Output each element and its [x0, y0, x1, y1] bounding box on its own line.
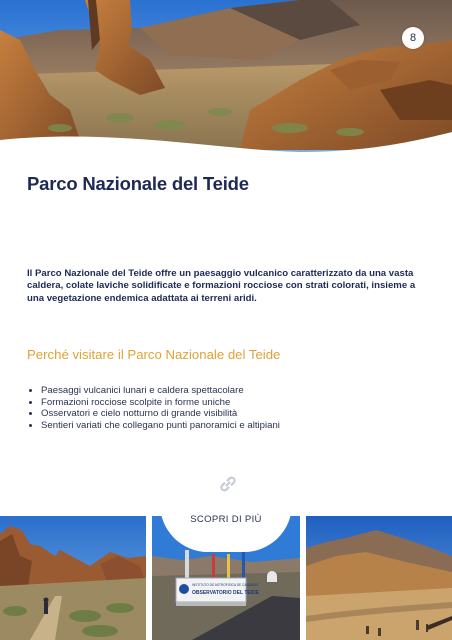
- list-item: • Formazioni rocciose scolpite in forme uniche: [41, 397, 441, 409]
- photo-rocky-trail: [0, 516, 146, 640]
- why-visit-list: [27, 385, 441, 431]
- observatory-sign-line1: INSTITUTO DE ASTROFISICA DE CANARIAS: [192, 583, 259, 587]
- list-item: • Osservatori e cielo notturno di grande visibilità: [41, 408, 441, 420]
- photo-teide-peak: [306, 516, 452, 640]
- observatory-sign-line2: OBSERVATORIO DEL TEIDE: [192, 590, 260, 596]
- link-icon[interactable]: [218, 474, 238, 494]
- intro-paragraph: Il Parco Nazionale del Teide offre un paesaggio vulcanico caratterizzato da una vasta caldera, colate laviche solidificate e formazioni rocciose con strati colorati, insieme a una vegetazione endemica adattata ai terreni aridi.: [27, 268, 416, 304]
- page-title: Parco Nazionale del Teide: [27, 173, 249, 194]
- teide-landscape-illustration: [0, 0, 452, 170]
- list-item: • Paesaggi vulcanici lunari e caldera spettacolare: [41, 385, 441, 397]
- discover-more-label[interactable]: SCOPRI DI PIÙ: [190, 514, 262, 525]
- hero-photo: [0, 0, 452, 170]
- why-visit-heading: Perché visitare il Parco Nazionale del Teide: [27, 347, 281, 362]
- list-item: • Sentieri variati che collegano punti panoramici e altipiani: [41, 420, 441, 432]
- page-number-badge: 8: [402, 27, 424, 49]
